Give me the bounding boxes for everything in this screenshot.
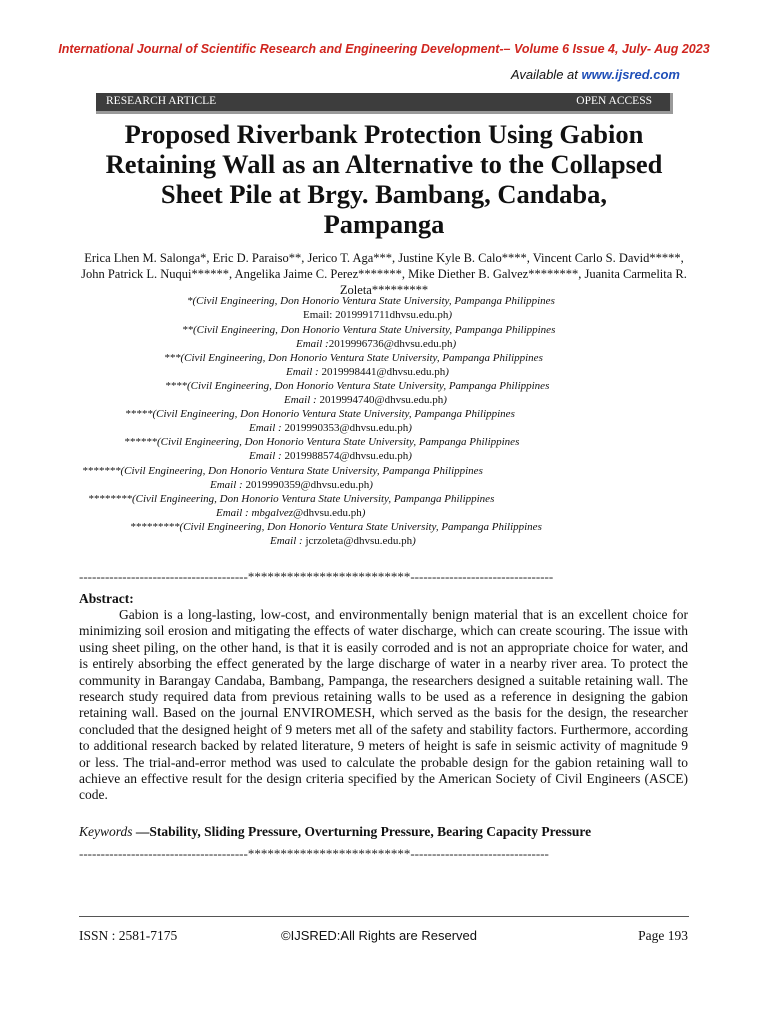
keywords-label: Keywords (79, 824, 133, 839)
affiliation-line: *********(Civil Engineering, Don Honorio Ventura State University, Pampanga Philippines (130, 521, 542, 533)
affiliation-line: ********(Civil Engineering, Don Honorio Ventura State University, Pampanga Philippines (88, 493, 495, 505)
email-address[interactable]: @dhvsu.edu.ph (292, 507, 362, 519)
email-line: Email: 2019991711dhvsu.edu.ph) (303, 309, 453, 321)
affiliation-line: **(Civil Engineering, Don Honorio Ventura State University, Pampanga Philippines (182, 324, 556, 336)
affiliation-line: ******(Civil Engineering, Don Honorio Ventura State University, Pampanga Philippines (124, 436, 520, 448)
email-line: Email : mbgalvez@dhvsu.edu.ph) (216, 507, 366, 519)
email-line: Email : 2019990359@dhvsu.edu.ph) (210, 479, 373, 491)
article-type-bar (96, 93, 673, 114)
available-at-line (511, 67, 680, 82)
author-list: Erica Lhen M. Salonga*, Eric D. Paraiso**, Jerico T. Aga***, Justine Kyle B. Calo****, Vincent Carlo S. David*****, John Patrick L. Nuqui******, Angelika Jaime C. Perez*******, Mike Diether B. Galvez********, Juanita Carmelita R. Zoleta********* (81, 251, 687, 297)
available-prefix: Available at (510, 67, 582, 82)
research-article-label: RESEARCH ARTICLE (106, 95, 217, 107)
affiliation-line: *(Civil Engineering, Don Honorio Ventura State University, Pampanga Philippines (187, 295, 555, 307)
email-address[interactable]: 2019990353@dhvsu.edu.ph (284, 422, 409, 434)
journal-header: International Journal of Scientific Research and Engineering Development-– Volume 6 Issue 4, July- Aug 2023 (58, 42, 710, 56)
journal-url-link[interactable]: www.ijsred.com (581, 67, 680, 82)
email-address[interactable]: 2019988574@dhvsu.edu.ph (284, 450, 409, 462)
keywords-line (79, 824, 591, 840)
email-line: Email : 2019990353@dhvsu.edu.ph) (249, 422, 412, 434)
email-address[interactable]: 2019994740@dhvsu.edu.ph (319, 394, 444, 406)
section-divider-bottom: ---------------------------------------*************************-------------------------------- (79, 846, 549, 861)
email-address[interactable]: 2019990359@dhvsu.edu.ph (245, 479, 370, 491)
abstract-heading: Abstract: (79, 591, 134, 606)
title-line: Sheet Pile at Brgy. Bambang, Candaba, (160, 179, 608, 209)
affiliation-line: ****(Civil Engineering, Don Honorio Ventura State University, Pampanga Philippines (165, 380, 550, 392)
title-line: Proposed Riverbank Protection Using Gabion (124, 119, 644, 149)
open-access-label: OPEN ACCESS (576, 95, 652, 107)
email-address[interactable]: 2019996736@dhvsu.edu.ph (328, 338, 453, 350)
email-address[interactable]: jcrzoleta@dhvsu.edu.ph (305, 535, 413, 547)
email-line: Email :2019996736@dhvsu.edu.ph) (296, 338, 457, 350)
keywords-text: —Stability, Sliding Pressure, Overturning Pressure, Bearing Capacity Pressure (132, 824, 592, 839)
affiliation-line: ***(Civil Engineering, Don Honorio Ventura State University, Pampanga Philippines (164, 352, 543, 364)
email-address[interactable]: 2019998441@dhvsu.edu.ph (321, 366, 446, 378)
paper-title (70, 119, 698, 239)
affiliation-line: *****(Civil Engineering, Don Honorio Ventura State University, Pampanga Philippines (125, 408, 515, 420)
footer-rights: ©IJSRED:All Rights are Reserved (281, 928, 477, 943)
email-line: Email : 2019994740@dhvsu.edu.ph) (284, 394, 447, 406)
title-line: Pampanga (323, 209, 445, 239)
section-divider-top: ---------------------------------------*************************--------------------------------- (79, 569, 554, 584)
email-address[interactable]: 2019991711dhvsu.edu.ph (335, 309, 449, 321)
email-line: Email : jcrzoleta@dhvsu.edu.ph) (270, 535, 416, 547)
email-line: Email : 2019988574@dhvsu.edu.ph) (249, 450, 412, 462)
footer-page-number: Page 193 (638, 928, 688, 943)
affiliation-line: *******(Civil Engineering, Don Honorio Ventura State University, Pampanga Philippines (82, 465, 483, 477)
abstract-body: Gabion is a long-lasting, low-cost, and environmentally benign material that is an excellent choice for minimizing soil erosion and mitigating the effects of water discharge, which can create scouring. The issue with using sheet piling, on the other hand, is that it is easily corroded and is not an appropriate choice for water, and is entirely absorbing the effect generated by the large discharge of water in a nearby river area. To protect the community in Barangay Candaba, Bambang, Pampanga, the researchers designed a suitable retaining wall. The research study required data from previous retaining walls to be used as a reference in designing the gabion retaining wall. Based on the journal ENVIROMESH, which served as the basis for the design, the researcher concluded that the designed height of 9 meters met all of the safety and stability factors. Furthermore, according to additional research backed by related literature, 9 meters of height is safe in seismic activity of magnitude 9 or less. The trial-and-error method was used to calculate the probable design for the gabion retaining wall to achieve an effective result for the design criteria specified by the American Society of Civil Engineers (ASCE) code. (79, 607, 688, 803)
footer-issn: ISSN : 2581-7175 (79, 928, 178, 943)
footer-rule (79, 916, 689, 917)
email-line: Email : 2019998441@dhvsu.edu.ph) (286, 366, 449, 378)
title-line: Retaining Wall as an Alternative to the Collapsed (105, 149, 663, 179)
